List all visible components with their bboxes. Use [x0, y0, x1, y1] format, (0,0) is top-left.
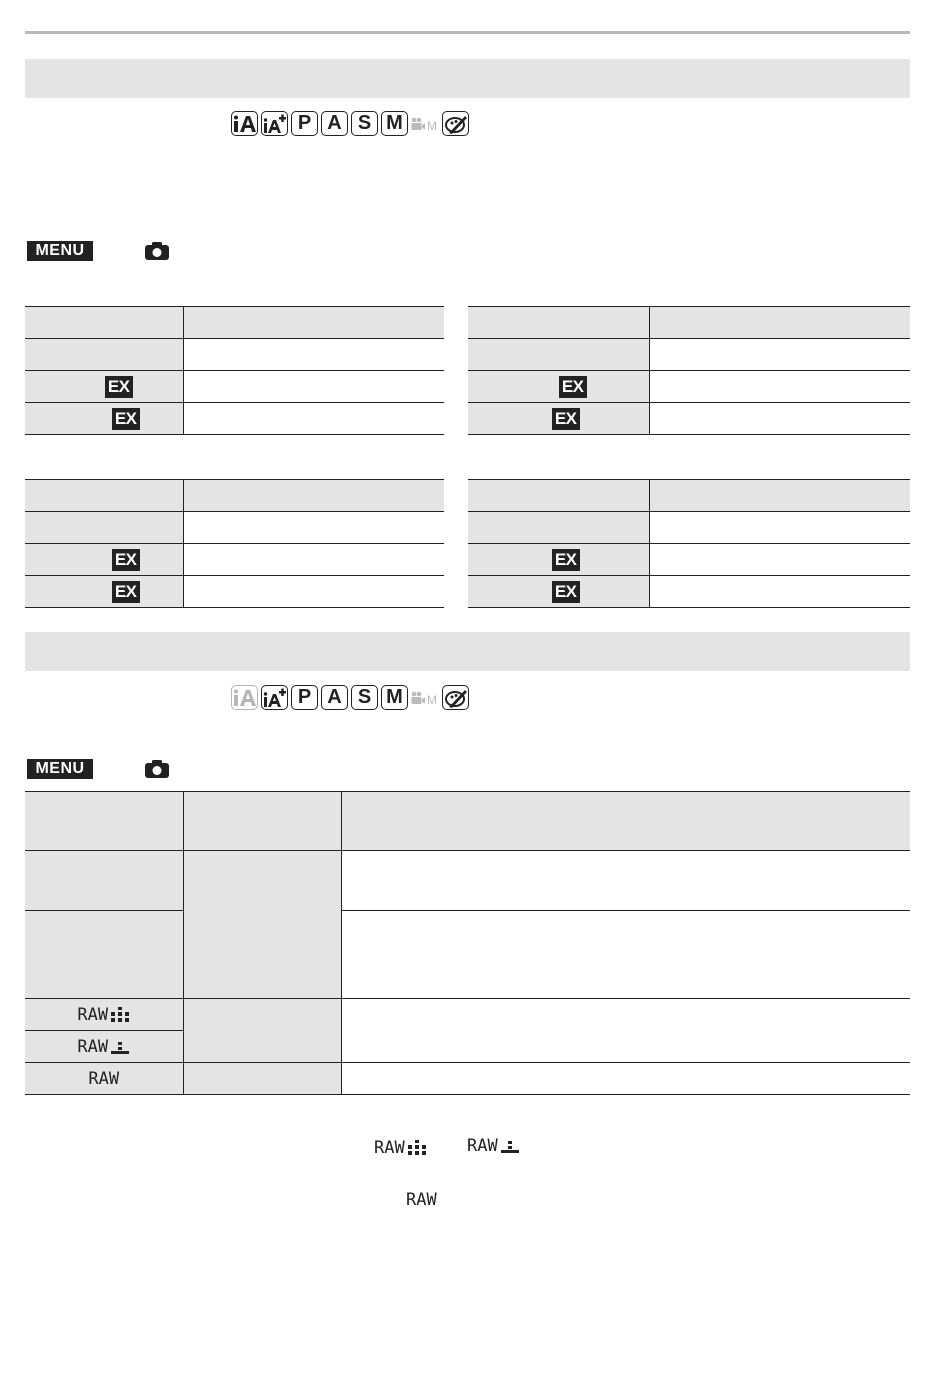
creative-mode-icon	[442, 685, 469, 710]
table-header-row	[468, 307, 910, 339]
ex-icon: EX	[559, 376, 587, 398]
table-row	[468, 403, 910, 435]
table-row	[25, 512, 444, 544]
a-mode-icon: A	[321, 685, 348, 710]
svg-text:M: M	[427, 118, 437, 131]
movie-m-mode-icon	[411, 685, 439, 710]
table-row	[468, 371, 910, 403]
table-row	[25, 576, 444, 608]
size-table-2	[468, 306, 910, 435]
table-header-row	[25, 307, 444, 339]
section-header-bar	[25, 632, 910, 671]
raw-fine-icon: RAW	[77, 1005, 130, 1025]
table-header-row	[468, 480, 910, 512]
ia-plus-mode-icon	[261, 111, 288, 136]
raw-standard-icon: RAW	[467, 1136, 520, 1156]
ia-mode-icon	[231, 685, 258, 710]
movie-m-mode-icon	[411, 111, 439, 136]
creative-mode-icon	[442, 111, 469, 136]
mode-icons	[231, 111, 469, 136]
table-row	[25, 851, 910, 911]
table-row	[25, 339, 444, 371]
table-row	[468, 512, 910, 544]
raw-standard-icon: RAW	[77, 1037, 130, 1057]
section-header-bar	[25, 59, 910, 98]
table-row	[468, 576, 910, 608]
ex-icon: EX	[112, 549, 140, 571]
size-table-4	[468, 479, 910, 608]
table-row	[468, 544, 910, 576]
m-mode-icon: M	[381, 111, 408, 136]
a-mode-icon: A	[321, 111, 348, 136]
menu-icon: MENU	[27, 759, 93, 779]
svg-text:M: M	[427, 692, 437, 705]
table-row	[25, 911, 910, 999]
raw-icon: RAW	[406, 1190, 437, 1210]
s-mode-icon: S	[351, 685, 378, 710]
table-header-row	[25, 480, 444, 512]
table-row	[468, 339, 910, 371]
size-table-1	[25, 306, 444, 435]
table-row	[25, 999, 910, 1031]
p-mode-icon: P	[291, 111, 318, 136]
table-row	[25, 371, 444, 403]
ex-icon: EX	[105, 376, 133, 398]
camera-icon	[144, 241, 170, 266]
top-rule	[25, 31, 910, 34]
table-row	[25, 403, 444, 435]
menu-icon: MENU	[27, 241, 93, 261]
ex-icon: EX	[112, 408, 140, 430]
m-mode-icon: M	[381, 685, 408, 710]
p-mode-icon: P	[291, 685, 318, 710]
camera-icon	[144, 759, 170, 784]
size-table-3	[25, 479, 444, 608]
table-header-row	[25, 792, 910, 851]
s-mode-icon: S	[351, 111, 378, 136]
ex-icon: EX	[552, 408, 580, 430]
ia-mode-icon	[231, 111, 258, 136]
ex-icon: EX	[552, 549, 580, 571]
ex-icon: EX	[112, 581, 140, 603]
table-row	[25, 544, 444, 576]
ex-icon: EX	[552, 581, 580, 603]
table-row	[25, 1063, 910, 1095]
mode-icons	[231, 685, 469, 710]
ia-plus-mode-icon	[261, 685, 288, 710]
raw-icon: RAW	[88, 1068, 120, 1089]
raw-fine-icon: RAW	[374, 1138, 427, 1158]
quality-table	[25, 791, 910, 1095]
